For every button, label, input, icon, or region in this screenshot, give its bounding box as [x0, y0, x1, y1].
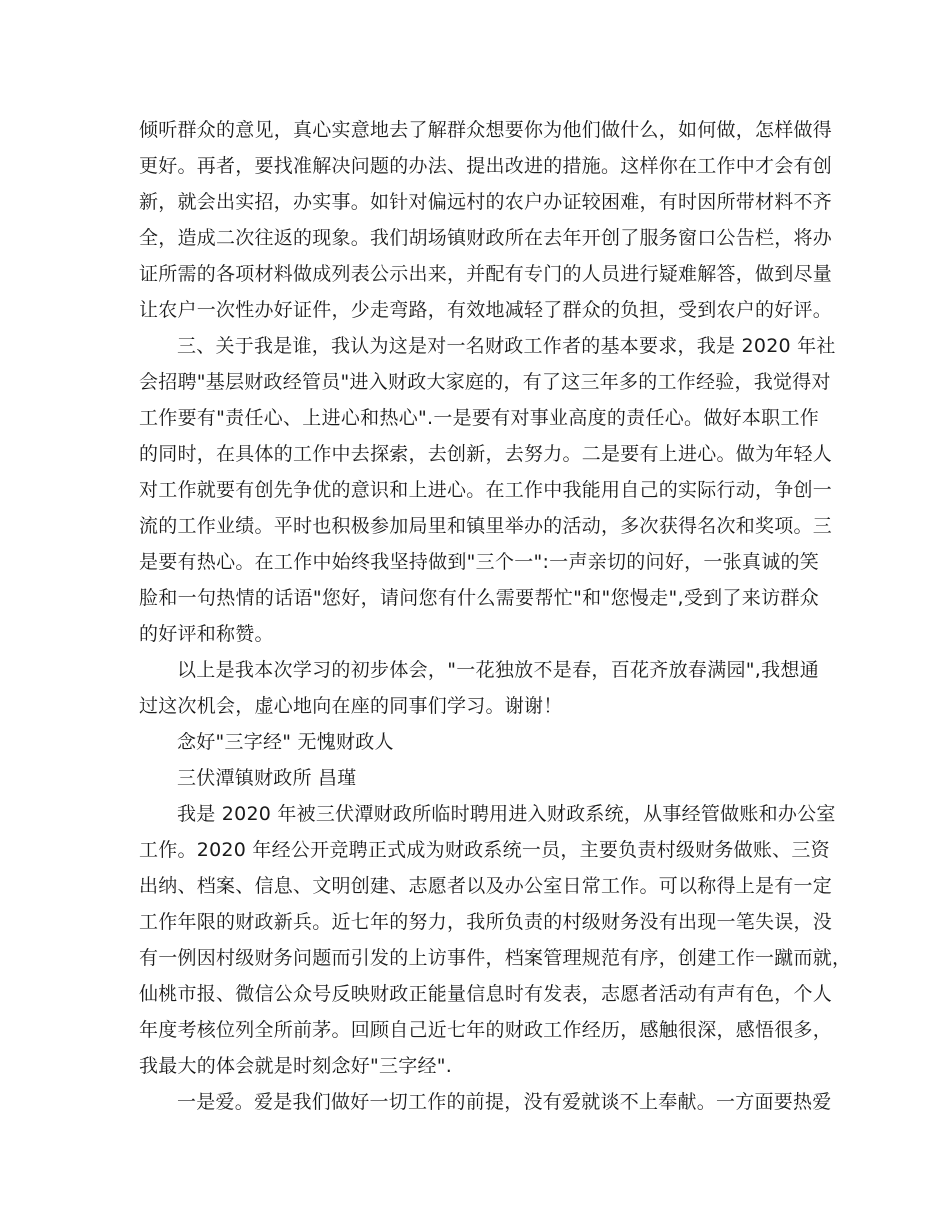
text-line: 过这次机会，虚心地向在座的同事们学习。谢谢！ — [139, 695, 563, 717]
text-line: 出纳、档案、信息、文明创建、志愿者以及办公室日常工作。可以称得上是有一定 — [139, 875, 833, 897]
text-line: 脸和一句热情的话语"您好，请问您有什么需要帮忙"和"您慢走",受到了来访群众 — [139, 587, 819, 609]
text-line: 有一例因村级财务问题而引发的上访事件，档案管理规范有序，创建工作一蹴而就， — [139, 947, 852, 969]
text-line: 我最大的体会就是时刻念好"三字经". — [139, 1055, 453, 1077]
text-line: 工作年限的财政新兵。近七年的努力，我所负责的村级财务没有出现一笔失误，没 — [139, 911, 833, 933]
text-line: 仙桃市报、微信公众号反映财政正能量信息时有发表，志愿者活动有声有色，个人 — [139, 983, 833, 1005]
text-line: 让农户一次性办好证件，少走弯路，有效地减轻了群众的负担，受到农户的好评。 — [139, 299, 833, 321]
text-line: 倾听群众的意见，真心实意地去了解群众想要你为他们做什么，如何做，怎样做得 — [139, 119, 833, 141]
text-line: 全，造成二次往返的现象。我们胡场镇财政所在去年开创了服务窗口公告栏，将办 — [139, 227, 833, 249]
paragraph-first-line: 以上是我本次学习的初步体会，"一花独放不是春，百花齐放春满园",我想通 — [177, 659, 819, 681]
text-line: 会招聘"基层财政经管员"进入财政大家庭的，有了这三年多的工作经验，我觉得对 — [139, 371, 831, 393]
article-author: 三伏潭镇财政所 昌瑾 — [177, 767, 357, 789]
text-line: 的好评和称赞。 — [139, 623, 274, 645]
text-line: 更好。再者，要找准解决问题的办法、提出改进的措施。这样你在工作中才会有创 — [139, 155, 833, 177]
paragraph-first-line: 三、关于我是谁，我认为这是对一名财政工作者的基本要求，我是 2020 年社 — [177, 335, 836, 357]
paragraph-first-line: 一是爱。爱是我们做好一切工作的前提，没有爱就谈不上奉献。一方面要热爱 — [177, 1091, 832, 1113]
text-line: 证所需的各项材料做成列表公示出来，并配有专门的人员进行疑难解答，做到尽量 — [139, 263, 833, 285]
text-line: 流的工作业绩。平时也积极参加局里和镇里举办的活动，多次获得名次和奖项。三 — [139, 515, 833, 537]
article-title: 念好"三字经" 无愧财政人 — [177, 731, 394, 753]
paragraph-first-line: 我是 2020 年被三伏潭财政所临时聘用进入财政系统，从事经管做账和办公室 — [177, 803, 836, 825]
text-line: 新，就会出实招，办实事。如针对偏远村的农户办证较困难，有时因所带材料不齐 — [139, 191, 833, 213]
text-line: 工作要有"责任心、上进心和热心".一是要有对事业高度的责任心。做好本职工作 — [139, 407, 819, 429]
text-line: 对工作就要有创先争优的意识和上进心。在工作中我能用自己的实际行动，争创一 — [139, 479, 833, 501]
text-line: 年度考核位列全所前茅。回顾自己近七年的财政工作经历，感触很深，感悟很多， — [139, 1019, 833, 1041]
text-line: 的同时，在具体的工作中去探索，去创新，去努力。二是要有上进心。做为年轻人 — [139, 443, 833, 465]
text-line: 是要有热心。在工作中始终我坚持做到"三个一":一声亲切的问好，一张真诚的笑 — [139, 551, 819, 573]
text-line: 工作。2020 年经公开竞聘正式成为财政系统一员，主要负责村级财务做账、三资 — [139, 839, 830, 861]
